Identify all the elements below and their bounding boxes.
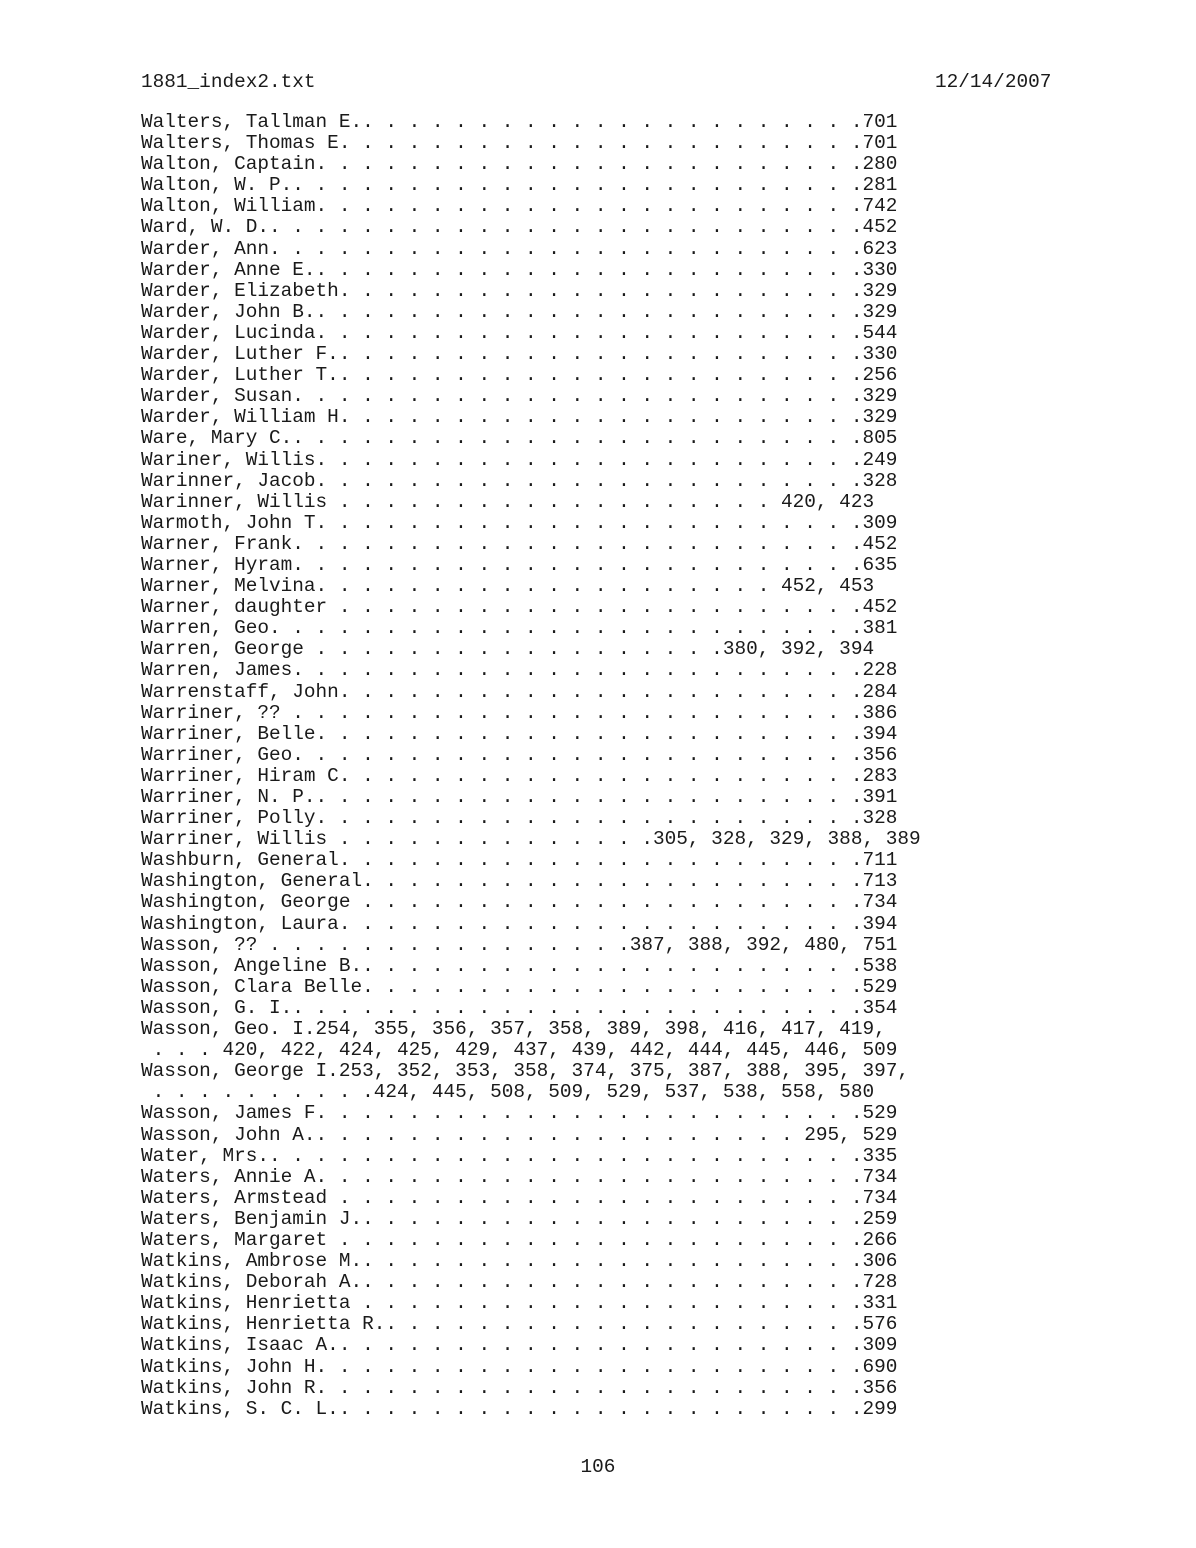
index-entry: Warder, Anne E.. . . . . . . . . . . . . . . . . . . . . . . .330 xyxy=(141,258,898,281)
index-entry: Wasson, Clara Belle. . . . . . . . . . . . . . . . . . . . . .529 xyxy=(141,975,898,998)
index-entry: Wasson, James F. . . . . . . . . . . . . . . . . . . . . . . .529 xyxy=(141,1102,898,1125)
index-entry: Warner, Melvina. . . . . . . . . . . . . . . . . . . . 452, 453 xyxy=(141,575,875,598)
index-entry: Wasson, G. I.. . . . . . . . . . . . . . . . . . . . . . . . .354 xyxy=(141,996,898,1019)
index-entry: Wasson, George I.253, 352, 353, 358, 374, 375, 387, 388, 395, 397, xyxy=(141,1060,909,1083)
index-entry: Ward, W. D.. . . . . . . . . . . . . . . . . . . . . . . . . .452 xyxy=(141,216,898,239)
index-entry: Warinner, Jacob. . . . . . . . . . . . . . . . . . . . . . . .328 xyxy=(141,469,898,492)
index-entry: Wariner, Willis. . . . . . . . . . . . . . . . . . . . . . . .249 xyxy=(141,448,898,471)
index-entry: Warner, Frank. . . . . . . . . . . . . . . . . . . . . . . . .452 xyxy=(141,532,898,555)
index-entry: Warder, Luther F.. . . . . . . . . . . . . . . . . . . . . . .330 xyxy=(141,343,898,366)
index-entry: . . . 420, 422, 424, 425, 429, 437, 439, 442, 444, 445, 446, 509 xyxy=(141,1039,898,1062)
index-entry: Waters, Annie A. . . . . . . . . . . . . . . . . . . . . . . .734 xyxy=(141,1165,898,1188)
index-entry: Washington, Laura. . . . . . . . . . . . . . . . . . . . . . .394 xyxy=(141,912,898,935)
index-entry: Watkins, John R. . . . . . . . . . . . . . . . . . . . . . . .356 xyxy=(141,1376,898,1399)
index-entry: Watkins, Deborah A.. . . . . . . . . . . . . . . . . . . . . .728 xyxy=(141,1271,898,1294)
index-entry: Watkins, Isaac A.. . . . . . . . . . . . . . . . . . . . . . .309 xyxy=(141,1334,898,1357)
index-entry: Warriner, ?? . . . . . . . . . . . . . . . . . . . . . . . . .386 xyxy=(141,701,898,724)
page-number: 106 xyxy=(580,1456,616,1478)
index-entry: . . . . . . . . . .424, 445, 508, 509, 529, 537, 538, 558, 580 xyxy=(141,1081,875,1104)
index-entry: Warriner, Willis . . . . . . . . . . . . . .305, 328, 329, 388, 389 xyxy=(141,828,921,851)
index-entry: Warmoth, John T. . . . . . . . . . . . . . . . . . . . . . . .309 xyxy=(141,511,898,534)
file-name: 1881_index2.txt xyxy=(141,71,316,93)
index-entry: Warriner, Geo. . . . . . . . . . . . . . . . . . . . . . . . .356 xyxy=(141,743,898,766)
index-entry: Washington, George . . . . . . . . . . . . . . . . . . . . . .734 xyxy=(141,891,898,914)
index-entry: Waters, Margaret . . . . . . . . . . . . . . . . . . . . . . .266 xyxy=(141,1228,898,1251)
index-entry: Washington, General. . . . . . . . . . . . . . . . . . . . . .713 xyxy=(141,870,898,893)
index-entry: Ware, Mary C.. . . . . . . . . . . . . . . . . . . . . . . . .805 xyxy=(141,427,898,450)
index-entry: Walton, W. P.. . . . . . . . . . . . . . . . . . . . . . . . .281 xyxy=(141,174,898,197)
index-entry: Watkins, Henrietta . . . . . . . . . . . . . . . . . . . . . .331 xyxy=(141,1292,898,1315)
index-entry: Warren, Geo. . . . . . . . . . . . . . . . . . . . . . . . . .381 xyxy=(141,617,898,640)
index-entry: Waters, Benjamin J.. . . . . . . . . . . . . . . . . . . . . .259 xyxy=(141,1207,898,1230)
index-entry: Warder, Ann. . . . . . . . . . . . . . . . . . . . . . . . . .623 xyxy=(141,237,898,260)
index-entry: Warren, James. . . . . . . . . . . . . . . . . . . . . . . . .228 xyxy=(141,659,898,682)
index-entry: Walters, Tallman E.. . . . . . . . . . . . . . . . . . . . . .701 xyxy=(141,111,898,133)
index-entry: Walters, Thomas E. . . . . . . . . . . . . . . . . . . . . . .701 xyxy=(141,132,898,155)
index-entry: Warrenstaff, John. . . . . . . . . . . . . . . . . . . . . . .284 xyxy=(141,680,898,703)
index-entry: Warriner, Hiram C. . . . . . . . . . . . . . . . . . . . . . .283 xyxy=(141,764,898,787)
index-entry: Warriner, Belle. . . . . . . . . . . . . . . . . . . . . . . .394 xyxy=(141,722,898,745)
index-entry: Warner, Hyram. . . . . . . . . . . . . . . . . . . . . . . . .635 xyxy=(141,553,898,576)
index-entry: Warder, John B.. . . . . . . . . . . . . . . . . . . . . . . .329 xyxy=(141,300,898,323)
index-entry: Warder, Susan. . . . . . . . . . . . . . . . . . . . . . . . .329 xyxy=(141,385,898,408)
index-entry: Water, Mrs.. . . . . . . . . . . . . . . . . . . . . . . . . .335 xyxy=(141,1144,898,1167)
index-entry: Wasson, ?? . . . . . . . . . . . . . . . .387, 388, 392, 480, 751 xyxy=(141,933,898,956)
index-entry: Warner, daughter . . . . . . . . . . . . . . . . . . . . . . .452 xyxy=(141,596,898,619)
index-entry: Warder, Luther T.. . . . . . . . . . . . . . . . . . . . . . .256 xyxy=(141,364,898,387)
index-entry: Watkins, Ambrose M.. . . . . . . . . . . . . . . . . . . . . .306 xyxy=(141,1250,898,1273)
index-entry: Warder, William H. . . . . . . . . . . . . . . . . . . . . . .329 xyxy=(141,406,898,429)
print-date: 12/14/2007 xyxy=(935,71,1052,93)
index-entry: Watkins, S. C. L.. . . . . . . . . . . . . . . . . . . . . . .299 xyxy=(141,1397,898,1420)
index-entry: Warinner, Willis . . . . . . . . . . . . . . . . . . . 420, 423 xyxy=(141,490,875,513)
index-entry: Warren, George . . . . . . . . . . . . . . . . . .380, 392, 394 xyxy=(141,638,875,661)
index-entry: Waters, Armstead . . . . . . . . . . . . . . . . . . . . . . .734 xyxy=(141,1186,898,1209)
index-entry: Walton, Captain. . . . . . . . . . . . . . . . . . . . . . . .280 xyxy=(141,153,898,176)
index-entry: Wasson, John A.. . . . . . . . . . . . . . . . . . . . . 295, 529 xyxy=(141,1123,898,1146)
index-entry-list xyxy=(141,112,921,1420)
index-entry: Warriner, N. P.. . . . . . . . . . . . . . . . . . . . . . . .391 xyxy=(141,786,898,808)
index-entry: Wasson, Geo. I.254, 355, 356, 357, 358, 389, 398, 416, 417, 419, xyxy=(141,1018,886,1041)
index-entry: Washburn, General. . . . . . . . . . . . . . . . . . . . . . .711 xyxy=(141,849,898,872)
index-entry: Walton, William. . . . . . . . . . . . . . . . . . . . . . . .742 xyxy=(141,195,898,218)
index-entry: Warder, Elizabeth. . . . . . . . . . . . . . . . . . . . . . .329 xyxy=(141,279,898,302)
index-entry: Warder, Lucinda. . . . . . . . . . . . . . . . . . . . . . . .544 xyxy=(141,321,898,344)
index-entry: Wasson, Angeline B.. . . . . . . . . . . . . . . . . . . . . .538 xyxy=(141,954,898,977)
index-entry: Watkins, John H. . . . . . . . . . . . . . . . . . . . . . . .690 xyxy=(141,1355,898,1378)
index-entry: Warriner, Polly. . . . . . . . . . . . . . . . . . . . . . . .328 xyxy=(141,807,898,830)
index-entry: Watkins, Henrietta R.. . . . . . . . . . . . . . . . . . . . .576 xyxy=(141,1313,898,1336)
